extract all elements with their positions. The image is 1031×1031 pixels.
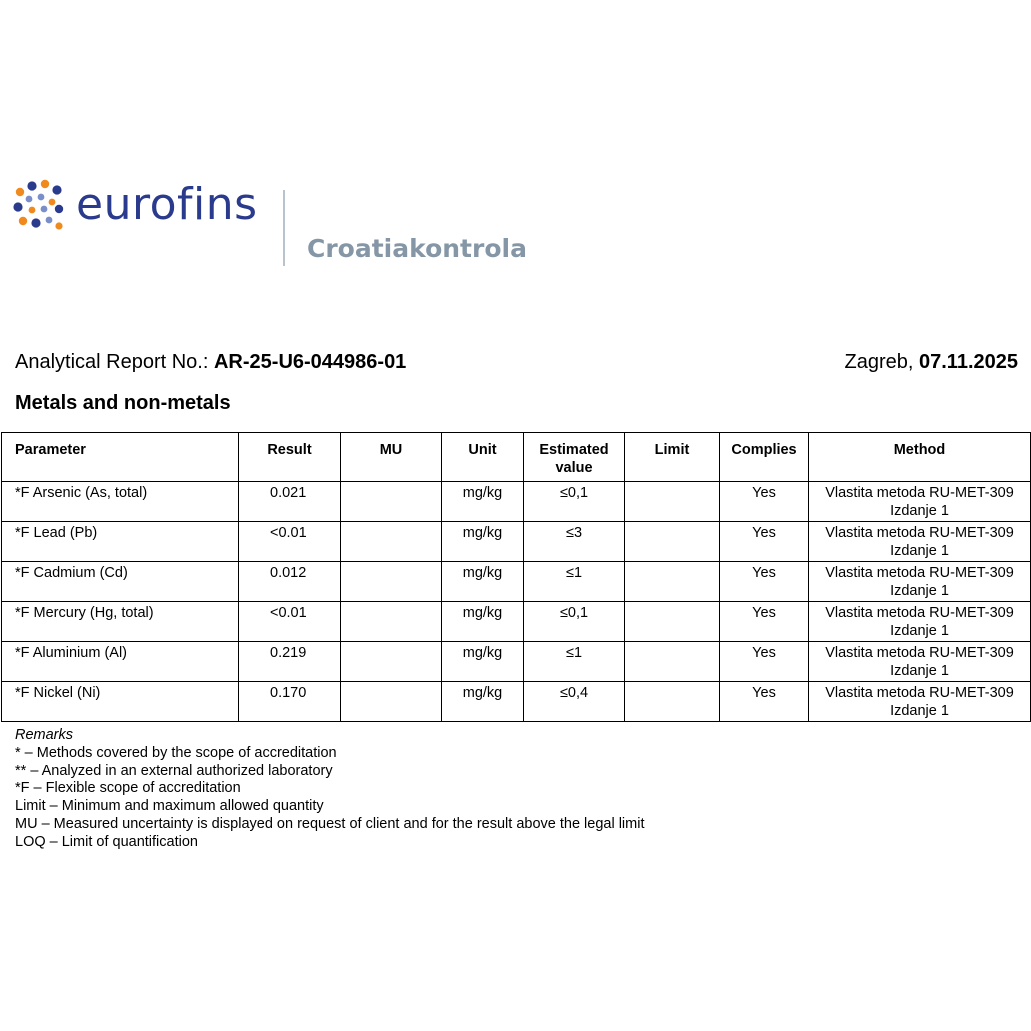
cell-parameter: *F Cadmium (Cd) xyxy=(2,562,239,602)
cell-limit xyxy=(625,482,720,522)
remark-line: Limit – Minimum and maximum allowed quantity xyxy=(15,798,324,815)
remark-line: ** – Analyzed in an external authorized laboratory xyxy=(15,762,333,779)
remark-line: * – Methods covered by the scope of accreditation xyxy=(15,744,337,761)
cell-limit xyxy=(625,682,720,722)
brand-name: eurofins xyxy=(76,179,258,230)
table-row xyxy=(2,482,1031,522)
cell-method xyxy=(809,482,1031,522)
method-edition: Izdanje 1 xyxy=(890,583,949,599)
method-edition: Izdanje 1 xyxy=(890,703,949,719)
logo-divider xyxy=(283,190,285,266)
table-row xyxy=(2,562,1031,602)
cell-limit xyxy=(625,562,720,602)
method-edition: Izdanje 1 xyxy=(890,663,949,679)
sub-brand-name: Croatiakontrola xyxy=(307,234,527,263)
method-edition: Izdanje 1 xyxy=(890,543,949,559)
section-title: Metals and non-metals xyxy=(15,392,231,414)
cell-estimated: ≤0,4 xyxy=(524,682,625,722)
cell-estimated: ≤0,1 xyxy=(524,482,625,522)
cell-parameter: *F Nickel (Ni) xyxy=(2,682,239,722)
cell-parameter: *F Lead (Pb) xyxy=(2,522,239,562)
method-name: Vlastita metoda RU-MET-309 xyxy=(825,485,1014,501)
table-row xyxy=(2,602,1031,642)
header-estimated-line2: value xyxy=(555,460,593,476)
header-estimated-value xyxy=(524,433,625,482)
cell-result: 0.170 xyxy=(239,682,341,722)
cell-parameter: *F Mercury (Hg, total) xyxy=(2,602,239,642)
cell-result: <0.01 xyxy=(239,602,341,642)
table-row xyxy=(2,682,1031,722)
header-complies: Complies xyxy=(720,433,809,482)
cell-complies: Yes xyxy=(720,682,809,722)
header-mu: MU xyxy=(341,433,442,482)
cell-unit: mg/kg xyxy=(442,562,524,602)
cell-method xyxy=(809,682,1031,722)
results-table xyxy=(1,432,1031,722)
report-number-line xyxy=(15,349,406,375)
method-edition: Izdanje 1 xyxy=(890,503,949,519)
table-row xyxy=(2,642,1031,682)
remarks-title: Remarks xyxy=(15,727,74,743)
cell-complies: Yes xyxy=(720,482,809,522)
cell-parameter: *F Aluminium (Al) xyxy=(2,642,239,682)
cell-method xyxy=(809,642,1031,682)
table-row xyxy=(2,522,1031,562)
cell-estimated: ≤1 xyxy=(524,642,625,682)
cell-unit: mg/kg xyxy=(442,482,524,522)
header-result: Result xyxy=(239,433,341,482)
header-parameter: Parameter xyxy=(2,433,239,482)
method-name: Vlastita metoda RU-MET-309 xyxy=(825,565,1014,581)
cell-method xyxy=(809,562,1031,602)
eurofins-dots-icon xyxy=(12,178,68,234)
cell-mu xyxy=(341,602,442,642)
cell-mu xyxy=(341,562,442,602)
cell-mu xyxy=(341,682,442,722)
cell-limit xyxy=(625,642,720,682)
cell-mu xyxy=(341,482,442,522)
remark-line: LOQ – Limit of quantification xyxy=(15,833,198,850)
cell-result: 0.219 xyxy=(239,642,341,682)
company-logo xyxy=(12,178,532,273)
report-date: 07.11.2025 xyxy=(919,351,1018,373)
report-number: AR-25-U6-044986-01 xyxy=(213,351,407,373)
cell-complies: Yes xyxy=(720,602,809,642)
report-number-label: Analytical Report No.: xyxy=(15,351,209,373)
cell-complies: Yes xyxy=(720,562,809,602)
cell-result: <0.01 xyxy=(239,522,341,562)
remarks-section xyxy=(15,727,644,852)
method-name: Vlastita metoda RU-MET-309 xyxy=(825,685,1014,701)
report-city: Zagreb, xyxy=(844,351,914,373)
header-method: Method xyxy=(809,433,1031,482)
cell-method xyxy=(809,522,1031,562)
cell-unit: mg/kg xyxy=(442,682,524,722)
cell-mu xyxy=(341,522,442,562)
report-date-line xyxy=(845,349,1019,375)
cell-estimated: ≤3 xyxy=(524,522,625,562)
remark-line: *F – Flexible scope of accreditation xyxy=(15,780,241,797)
cell-complies: Yes xyxy=(720,522,809,562)
cell-parameter: *F Arsenic (As, total) xyxy=(2,482,239,522)
cell-estimated: ≤0,1 xyxy=(524,602,625,642)
cell-unit: mg/kg xyxy=(442,522,524,562)
header-estimated-line1: Estimated xyxy=(539,442,609,458)
method-name: Vlastita metoda RU-MET-309 xyxy=(825,645,1014,661)
cell-limit xyxy=(625,602,720,642)
cell-limit xyxy=(625,522,720,562)
header-unit: Unit xyxy=(442,433,524,482)
cell-estimated: ≤1 xyxy=(524,562,625,602)
cell-unit: mg/kg xyxy=(442,602,524,642)
method-name: Vlastita metoda RU-MET-309 xyxy=(825,605,1014,621)
cell-result: 0.012 xyxy=(239,562,341,602)
table-header-row xyxy=(2,433,1031,482)
method-name: Vlastita metoda RU-MET-309 xyxy=(825,525,1014,541)
cell-unit: mg/kg xyxy=(442,642,524,682)
header-limit: Limit xyxy=(625,433,720,482)
remark-line: MU – Measured uncertainty is displayed on request of client and for the result above the legal limit xyxy=(15,815,645,832)
method-edition: Izdanje 1 xyxy=(890,623,949,639)
cell-result: 0.021 xyxy=(239,482,341,522)
cell-method xyxy=(809,602,1031,642)
cell-mu xyxy=(341,642,442,682)
cell-complies: Yes xyxy=(720,642,809,682)
